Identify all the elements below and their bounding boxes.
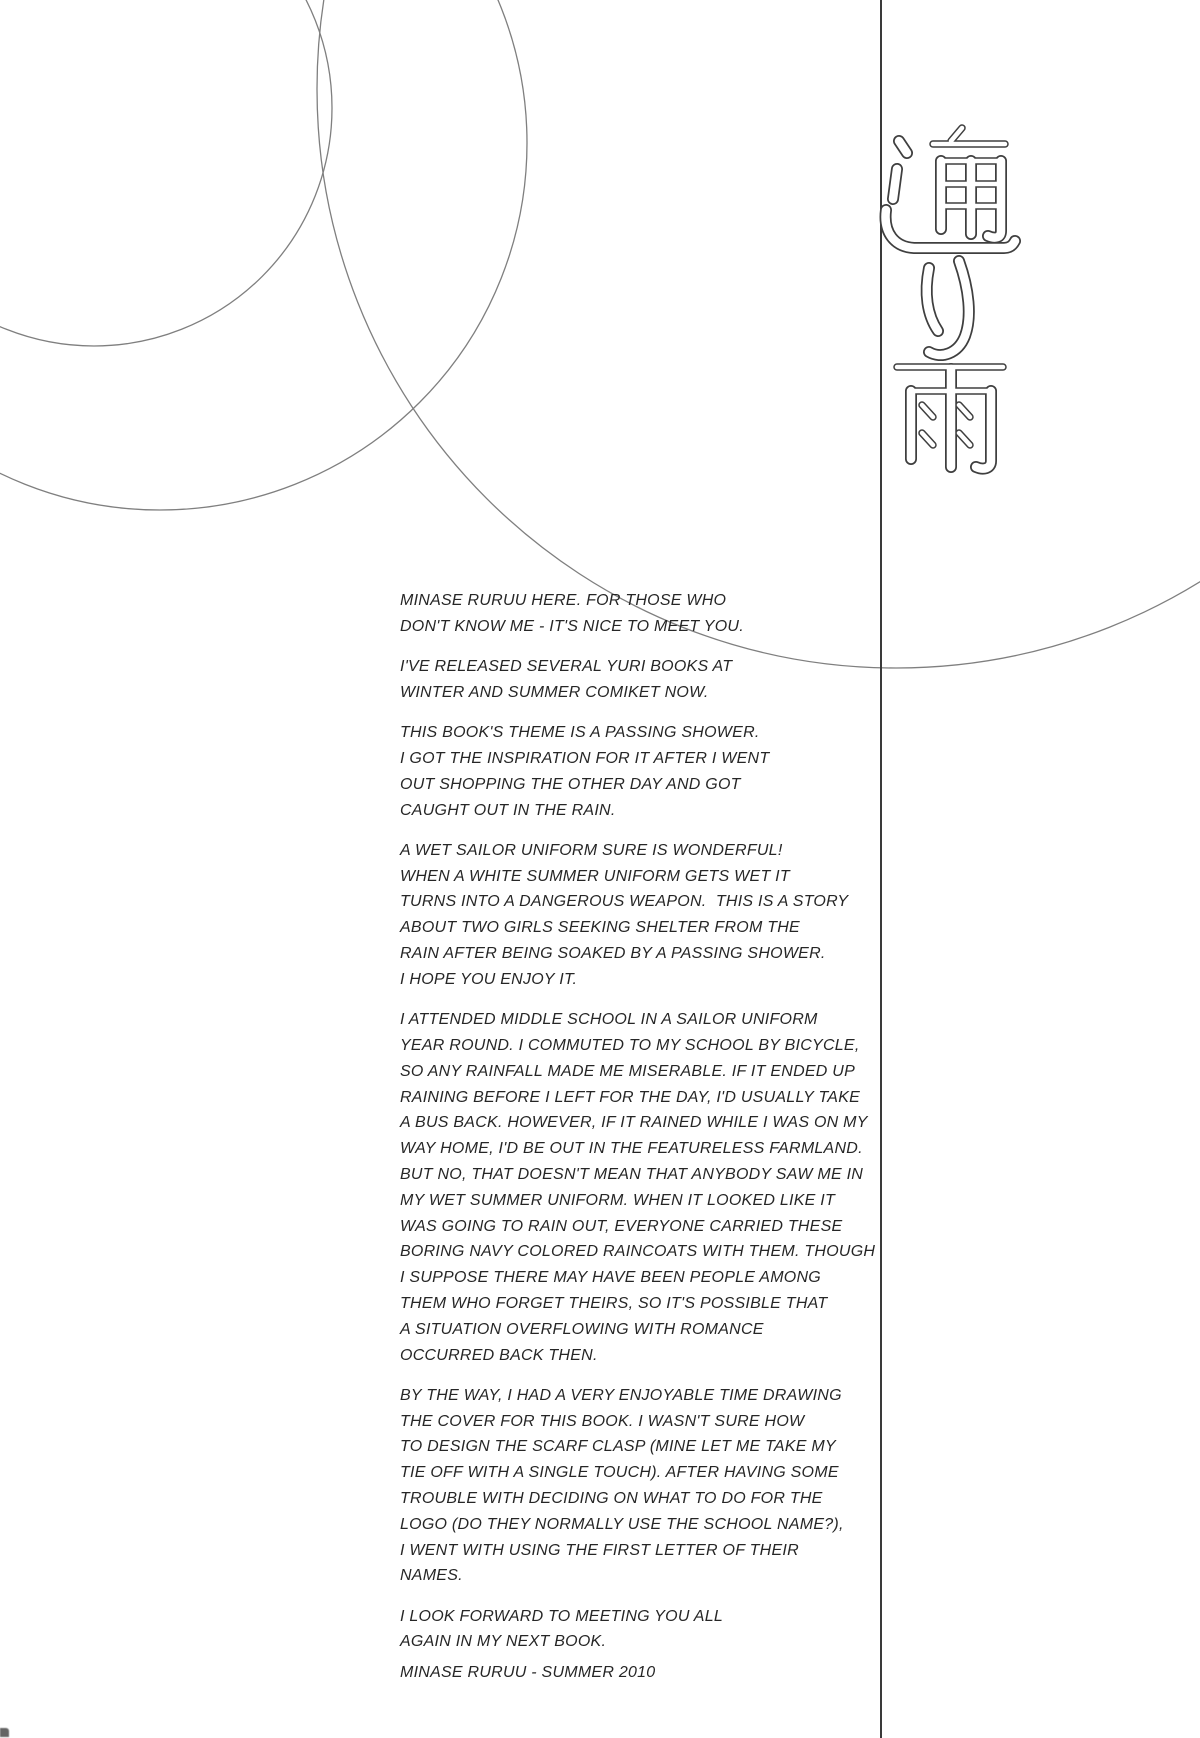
text-line: I GOT THE INSPIRATION FOR IT AFTER I WENT [400, 749, 770, 767]
text-line: RAINING BEFORE I LEFT FOR THE DAY, I'D USUALLY TAKE [400, 1088, 861, 1106]
text-line: A SITUATION OVERFLOWING WITH ROMANCE [400, 1320, 764, 1338]
text-line: AGAIN IN MY NEXT BOOK. [400, 1633, 607, 1651]
text-line: I LOOK FORWARD TO MEETING YOU ALL [400, 1607, 723, 1625]
text-line: BORING NAVY COLORED RAINCOATS WITH THEM. THOUGH [400, 1243, 876, 1261]
text-line: WAY HOME, I'D BE OUT IN THE FEATURELESS FARMLAND. [400, 1140, 863, 1158]
text-line: DON'T KNOW ME - IT'S NICE TO MEET YOU. [400, 617, 744, 635]
text-line: OUT SHOPPING THE OTHER DAY AND GOT [400, 775, 741, 793]
text-line: WAS GOING TO RAIN OUT, EVERYONE CARRIED THESE [400, 1217, 843, 1235]
text-line: TURNS INTO A DANGEROUS WEAPON. THIS IS A STORY [400, 893, 849, 911]
corner-smudge [0, 1728, 9, 1737]
text-line: NAMES. [400, 1567, 463, 1585]
text-line: RAIN AFTER BEING SOAKED BY A PASSING SHOWER. [400, 945, 826, 963]
text-line: WHEN A WHITE SUMMER UNIFORM GETS WET IT [400, 867, 790, 885]
text-line: THE COVER FOR THIS BOOK. I WASN'T SURE HOW [400, 1412, 805, 1430]
paragraph [400, 720, 880, 823]
paragraph [400, 1604, 880, 1656]
text-line: YEAR ROUND. I COMMUTED TO MY SCHOOL BY BICYCLE, [400, 1036, 860, 1054]
text-line: SO ANY RAINFALL MADE ME MISERABLE. IF IT ENDED UP [400, 1062, 856, 1080]
text-line: THIS BOOK'S THEME IS A PASSING SHOWER. [400, 724, 760, 742]
text-line: MY WET SUMMER UNIFORM. WHEN IT LOOKED LIKE IT [400, 1191, 835, 1209]
ripple-circle-large [317, 0, 1200, 668]
text-line: TIE OFF WITH A SINGLE TOUCH). AFTER HAVING SOME [400, 1464, 839, 1482]
text-line: BUT NO, THAT DOESN'T MEAN THAT ANYBODY SAW ME IN [400, 1165, 864, 1183]
ripple-circle-medium [0, 0, 527, 510]
title-kanji [886, 128, 1015, 469]
text-line: A BUS BACK. HOWEVER, IF IT RAINED WHILE I WAS ON MY [400, 1114, 868, 1132]
signature-line: MINASE RURUU - SUMMER 2010 [400, 1664, 656, 1681]
text-line: WINTER AND SUMMER COMIKET NOW. [400, 683, 709, 701]
text-line: I ATTENDED MIDDLE SCHOOL IN A SAILOR UNIFORM [400, 1011, 818, 1029]
paragraph [400, 1007, 880, 1368]
text-line: I WENT WITH USING THE FIRST LETTER OF THEIR [400, 1541, 799, 1559]
text-line: I'VE RELEASED SEVERAL YURI BOOKS AT [400, 658, 733, 676]
text-line: THEM WHO FORGET THEIRS, SO IT'S POSSIBLE THAT [400, 1294, 828, 1312]
paragraph [400, 588, 880, 640]
text-line: BY THE WAY, I HAD A VERY ENJOYABLE TIME DRAWING [400, 1386, 842, 1404]
text-line: CAUGHT OUT IN THE RAIN. [400, 801, 616, 819]
text-line: I HOPE YOU ENJOY IT. [400, 970, 578, 988]
text-line: MINASE RURUU HERE. FOR THOSE WHO [400, 592, 727, 609]
text-line: I SUPPOSE THERE MAY HAVE BEEN PEOPLE AMONG [400, 1269, 821, 1287]
text-line: LOGO (DO THEY NORMALLY USE THE SCHOOL NAME?), [400, 1515, 844, 1533]
text-line: A WET SAILOR UNIFORM SURE IS WONDERFUL! [400, 841, 783, 859]
ripple-circle-small [0, 0, 332, 346]
text-line: TO DESIGN THE SCARF CLASP (MINE LET ME TAKE MY [400, 1438, 836, 1456]
text-line: OCCURRED BACK THEN. [400, 1346, 598, 1364]
afterword-text [400, 588, 880, 1670]
paragraph [400, 654, 880, 706]
text-line: ABOUT TWO GIRLS SEEKING SHELTER FROM THE [400, 919, 800, 937]
text-line: TROUBLE WITH DECIDING ON WHAT TO DO FOR THE [400, 1490, 823, 1507]
paragraph [400, 1383, 880, 1589]
paragraph [400, 838, 880, 993]
